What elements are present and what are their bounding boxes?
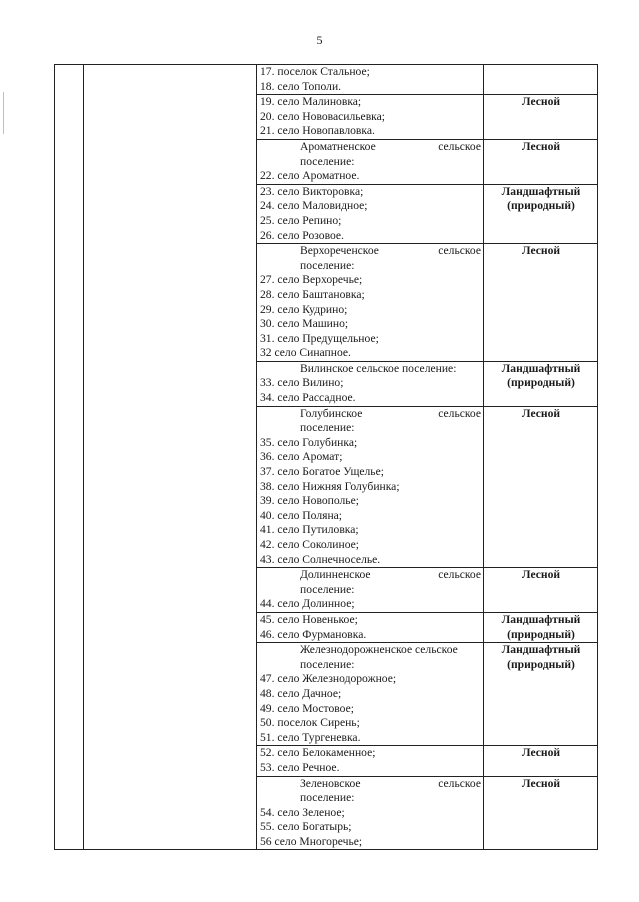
col-district-cell	[84, 65, 257, 850]
settlement-item: 17. поселок Стальное;	[260, 65, 370, 78]
header-word: поселение:	[300, 791, 355, 805]
settlement-item: 24. село Маловидное;	[260, 199, 368, 213]
forest-type-cell	[484, 776, 598, 850]
settlement-item: 27. село Верхоречье;	[260, 273, 363, 287]
settlement-item: 22. село Ароматное.	[260, 169, 360, 183]
settlement-item: 49. село Мостовое;	[260, 701, 354, 715]
header-word: Зеленовское	[300, 776, 361, 790]
settlement-item: 33. село Вилино;	[260, 376, 344, 390]
settlements-cell	[257, 95, 484, 140]
settlements-table	[54, 64, 598, 850]
forest-type-label: (природный)	[507, 199, 575, 213]
settlement-item: 19. село Малиновка;	[260, 95, 362, 109]
settlement-item: 50. поселок Сирень;	[260, 716, 360, 730]
settlement-header	[260, 777, 481, 806]
header-word: Голубинское	[300, 406, 363, 420]
forest-type-label: Лесной	[521, 139, 561, 153]
header-word: поселение:	[300, 154, 355, 168]
header-word: сельское	[438, 568, 481, 582]
header-word: сельское	[438, 139, 481, 153]
header-word: сельское	[438, 244, 481, 258]
settlement-item: 36. село Аромат;	[260, 450, 343, 464]
settlement-item: 47. село Железнодорожное;	[260, 672, 397, 686]
settlement-header: Железнодорожненское сельское	[300, 643, 458, 657]
forest-type-cell	[484, 95, 598, 140]
forest-type-cell	[484, 568, 598, 613]
header-word: сельское	[438, 776, 481, 790]
header-word: поселение:	[300, 258, 355, 272]
settlement-item: 31. село Предущельное;	[260, 331, 379, 345]
settlement-item: 23. село Викторовка;	[260, 184, 364, 198]
forest-type-cell	[484, 139, 598, 184]
settlement-header: поселение:	[300, 657, 355, 671]
forest-type-label: Лесной	[521, 746, 561, 760]
settlement-item: 46. село Фурмановка.	[260, 627, 367, 641]
settlement-header: Вилинское сельское поселение:	[300, 361, 457, 375]
settlements-cell	[257, 612, 484, 642]
settlement-header	[260, 568, 481, 597]
header-word: Ароматненское	[300, 139, 376, 153]
settlement-item: 18. село Тополи.	[260, 79, 342, 93]
settlement-item: 37. село Богатое Ущелье;	[260, 465, 384, 479]
settlement-item: 51. село Тургеневка.	[260, 730, 361, 744]
settlement-item: 54. село Зеленое;	[260, 805, 345, 819]
forest-type-cell	[484, 406, 598, 568]
settlement-item: 45. село Новенькое;	[260, 612, 358, 626]
header-word: сельское	[438, 406, 481, 420]
settlement-item: 38. село Нижняя Голубинка;	[260, 479, 400, 493]
settlement-header	[260, 140, 481, 169]
scan-mark	[3, 92, 4, 134]
forest-type-label: Лесной	[521, 406, 561, 420]
settlement-item: 39. село Новополье;	[260, 494, 359, 508]
forest-type-cell	[484, 184, 598, 243]
forest-type-label: Лесной	[521, 244, 561, 258]
forest-type-label: (природный)	[507, 376, 575, 390]
settlement-item: 28. село Баштановка;	[260, 287, 365, 301]
forest-type-label: Лесной	[521, 776, 561, 790]
settlement-item: 25. село Репино;	[260, 213, 342, 227]
forest-type-label: Ландшафтный	[501, 361, 581, 375]
settlement-item: 26. село Розовое.	[260, 228, 344, 242]
settlements-cell	[257, 184, 484, 243]
settlements-cell	[257, 406, 484, 568]
forest-type-label: (природный)	[507, 657, 575, 671]
forest-type-cell	[484, 361, 598, 406]
forest-type-label: Ландшафтный	[501, 184, 581, 198]
forest-type-label: (природный)	[507, 627, 575, 641]
settlements-cell	[257, 361, 484, 406]
settlement-header	[260, 244, 481, 273]
settlement-item: 53. село Речное.	[260, 760, 340, 774]
col-number-cell	[55, 65, 84, 850]
settlement-item: 34. село Рассадное.	[260, 391, 356, 405]
settlements-cell	[257, 244, 484, 362]
forest-type-cell	[484, 65, 598, 95]
settlement-item: 52. село Белокаменное;	[260, 746, 376, 760]
forest-type-cell	[484, 643, 598, 746]
forest-type-label: Ландшафтный	[501, 643, 581, 657]
settlement-item: 43. село Солнечносельe.	[260, 552, 381, 566]
settlements-cell	[257, 746, 484, 776]
settlement-item: 20. село Нововасильевка;	[260, 109, 386, 123]
settlements-cell	[257, 776, 484, 850]
settlements-cell	[257, 65, 484, 95]
settlement-item: 35. село Голубинка;	[260, 435, 358, 449]
settlement-item: 40. село Поляна;	[260, 508, 343, 522]
header-word: поселение:	[300, 582, 355, 596]
table-row	[55, 65, 598, 95]
forest-type-label: Ландшафтный	[501, 612, 581, 626]
forest-type-cell	[484, 244, 598, 362]
settlement-item: 32 село Синапное.	[260, 346, 351, 360]
header-word: Верхореченское	[300, 244, 379, 258]
settlement-item: 44. село Долинное;	[260, 597, 355, 611]
settlements-cell	[257, 139, 484, 184]
settlement-item: 29. село Кудрино;	[260, 302, 348, 316]
settlement-item: 42. село Соколиное;	[260, 538, 360, 551]
forest-type-cell	[484, 612, 598, 642]
settlement-item: 30. село Машино;	[260, 317, 349, 331]
settlements-cell	[257, 643, 484, 746]
settlement-item: 55. село Богатырь;	[260, 820, 352, 834]
settlement-item: 56 село Многоречье;	[260, 834, 363, 848]
settlement-item: 48. село Дачное;	[260, 686, 342, 700]
settlement-item: 41. село Путиловка;	[260, 523, 359, 537]
forest-type-label: Лесной	[521, 95, 561, 109]
settlements-cell	[257, 568, 484, 613]
settlement-header	[260, 407, 481, 436]
header-word: Долинненское	[300, 568, 371, 582]
forest-type-label: Лесной	[521, 568, 561, 582]
forest-type-cell	[484, 746, 598, 776]
settlement-item: 21. село Новопавловка.	[260, 124, 375, 138]
page-number: 5	[316, 33, 323, 47]
header-word: поселение:	[300, 421, 355, 435]
